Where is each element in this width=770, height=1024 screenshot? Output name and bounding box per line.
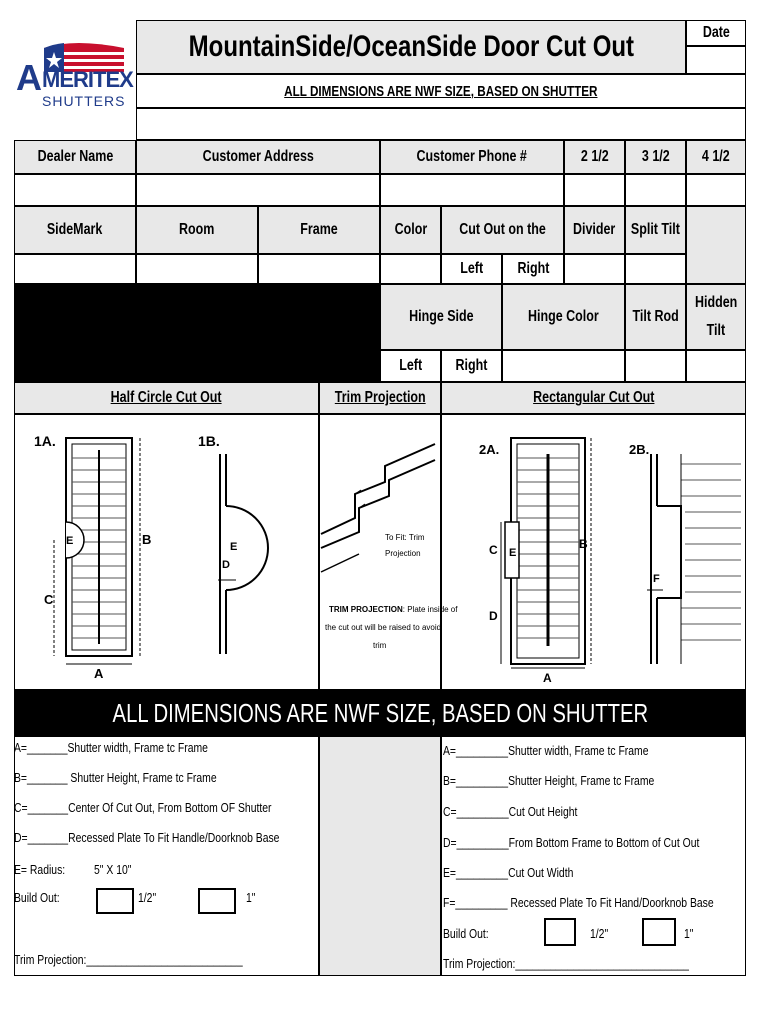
- room-field[interactable]: [136, 254, 258, 284]
- divider-header: Divider: [564, 206, 625, 254]
- left-dim-c[interactable]: C=_______Center Of Cut Out, From Bottom OF Shutter: [14, 800, 272, 815]
- split-tilt-extra-cell[interactable]: [686, 206, 746, 284]
- color-field[interactable]: [380, 254, 441, 284]
- tilt-rod-field[interactable]: [625, 350, 686, 382]
- right-dim-e[interactable]: E=_________Cut Out Width: [443, 865, 574, 880]
- col-3-1-2-field[interactable]: [625, 174, 686, 206]
- svg-text:F: F: [653, 573, 660, 585]
- left-build-half-label: 1/2": [138, 890, 157, 905]
- left-dim-e-label: E= Radius:: [14, 862, 66, 877]
- svg-text:C: C: [489, 543, 498, 557]
- left-dim-d[interactable]: D=_______Recessed Plate To Fit Handle/Doorknob Base: [14, 830, 280, 845]
- col-2-1-2-header: 2 1/2: [564, 140, 625, 174]
- logo-sub: SHUTTERS: [42, 93, 126, 109]
- hinge-side-header: Hinge Side: [380, 284, 502, 350]
- right-dim-d[interactable]: D=_________From Bottom Frame to Bottom of Cut Out: [443, 835, 700, 850]
- svg-text:B: B: [142, 532, 152, 547]
- form-subtitle: ALL DIMENSIONS ARE NWF SIZE, BASED ON SHUTTER: [136, 74, 746, 108]
- blank-row[interactable]: [136, 108, 746, 140]
- frame-field[interactable]: [258, 254, 380, 284]
- svg-text:C: C: [44, 592, 54, 607]
- sidemark-field[interactable]: [14, 254, 136, 284]
- left-dim-b[interactable]: B=_______ Shutter Height, Frame tc Frame: [14, 770, 217, 785]
- customer-address-header: Customer Address: [136, 140, 380, 174]
- right-trim-projection[interactable]: Trim Projection:______________________________: [443, 956, 689, 971]
- hinge-left-option[interactable]: Left: [380, 350, 441, 382]
- svg-text:2A.: 2A.: [479, 442, 500, 457]
- hinge-color-header: Hinge Color: [502, 284, 625, 350]
- right-build-one-checkbox[interactable]: [642, 918, 676, 946]
- middle-blank-panel: [319, 736, 441, 976]
- rectangular-diagram: [441, 414, 746, 690]
- right-build-half-checkbox[interactable]: [544, 918, 576, 946]
- svg-text:A: A: [94, 666, 104, 681]
- dimensions-banner: ALL DIMENSIONS ARE NWF SIZE, BASED ON SHUTTER: [14, 690, 746, 736]
- cut-out-on-header: Cut Out on the: [441, 206, 564, 254]
- dealer-name-field[interactable]: [14, 174, 136, 206]
- sidemark-header: SideMark: [14, 206, 136, 254]
- customer-phone-field[interactable]: [380, 174, 564, 206]
- room-header: Room: [136, 206, 258, 254]
- svg-text:TRIM PROJECTION: Plate inside: TRIM PROJECTION: Plate inside of: [329, 605, 458, 614]
- divider-field[interactable]: [564, 254, 625, 284]
- left-dim-a[interactable]: A=_______Shutter width, Frame tc Frame: [14, 740, 208, 755]
- svg-text:the cut out will be raised to: the cut out will be raised to avoid: [325, 623, 442, 632]
- col-3-1-2-header: 3 1/2: [625, 140, 686, 174]
- svg-text:To Fit: Trim: To Fit: Trim: [385, 533, 425, 542]
- right-build-one-label: 1": [684, 926, 694, 941]
- svg-text:A: A: [543, 671, 552, 685]
- svg-text:E: E: [230, 541, 238, 553]
- left-build-one-label: 1": [246, 890, 256, 905]
- svg-text:2B.: 2B.: [629, 442, 650, 457]
- color-header: Color: [380, 206, 441, 254]
- customer-address-field[interactable]: [136, 174, 380, 206]
- col-4-1-2-field[interactable]: [686, 174, 746, 206]
- diagram-1a-label: 1A.: [34, 433, 56, 449]
- col-2-1-2-field[interactable]: [564, 174, 625, 206]
- hidden-tilt-field[interactable]: [686, 350, 746, 382]
- left-build-one-checkbox[interactable]: [198, 888, 236, 914]
- logo-brand: MERITEX: [42, 67, 133, 92]
- svg-text:Projection: Projection: [385, 549, 421, 558]
- left-dim-e-value: 5" X 10": [94, 862, 132, 877]
- svg-text:D: D: [489, 609, 498, 623]
- right-dim-f[interactable]: F=_________ Recessed Plate To Fit Hand/Doorknob Base: [443, 895, 714, 910]
- svg-text:D: D: [222, 559, 230, 571]
- split-tilt-field[interactable]: [625, 254, 686, 284]
- hinge-color-field[interactable]: [502, 350, 625, 382]
- logo-initial: A: [16, 57, 42, 98]
- left-trim-projection[interactable]: Trim Projection:___________________________: [14, 952, 243, 967]
- tilt-rod-header: Tilt Rod: [625, 284, 686, 350]
- form-title: MountainSide/OceanSide Door Cut Out: [136, 20, 686, 74]
- svg-text:E: E: [509, 547, 517, 559]
- trim-projection-header: Trim Projection: [319, 382, 441, 414]
- right-dim-a[interactable]: A=_________Shutter width, Frame tc Frame: [443, 743, 649, 758]
- right-build-out-label: Build Out:: [443, 926, 489, 941]
- svg-text:E: E: [66, 535, 74, 547]
- half-circle-header: Half Circle Cut Out: [14, 382, 319, 414]
- trim-projection-diagram: [319, 414, 458, 690]
- hidden-tilt-header: Hidden Tilt: [686, 284, 746, 350]
- right-build-half-label: 1/2": [590, 926, 609, 941]
- dealer-name-header: Dealer Name: [14, 140, 136, 174]
- left-build-half-checkbox[interactable]: [96, 888, 134, 914]
- right-dim-b[interactable]: B=_________Shutter Height, Frame tc Frame: [443, 773, 655, 788]
- date-field[interactable]: [686, 46, 746, 74]
- customer-phone-header: Customer Phone #: [380, 140, 564, 174]
- col-4-1-2-header: 4 1/2: [686, 140, 746, 174]
- cutout-right-option[interactable]: Right: [502, 254, 564, 284]
- diagram-1b-label: 1B.: [198, 433, 220, 449]
- rectangular-header: Rectangular Cut Out: [441, 382, 746, 414]
- company-logo: [14, 38, 132, 114]
- blacked-out-area: [14, 284, 380, 382]
- date-label-cell: Date: [686, 20, 746, 46]
- svg-text:trim: trim: [373, 641, 387, 650]
- half-circle-diagram: [14, 414, 319, 690]
- svg-text:B: B: [579, 537, 588, 551]
- frame-header: Frame: [258, 206, 380, 254]
- hinge-right-option[interactable]: Right: [441, 350, 502, 382]
- cutout-left-option[interactable]: Left: [441, 254, 502, 284]
- split-tilt-header: Split Tilt: [625, 206, 686, 254]
- right-dim-c[interactable]: C=_________Cut Out Height: [443, 804, 578, 819]
- left-build-out-label: Build Out:: [14, 890, 60, 905]
